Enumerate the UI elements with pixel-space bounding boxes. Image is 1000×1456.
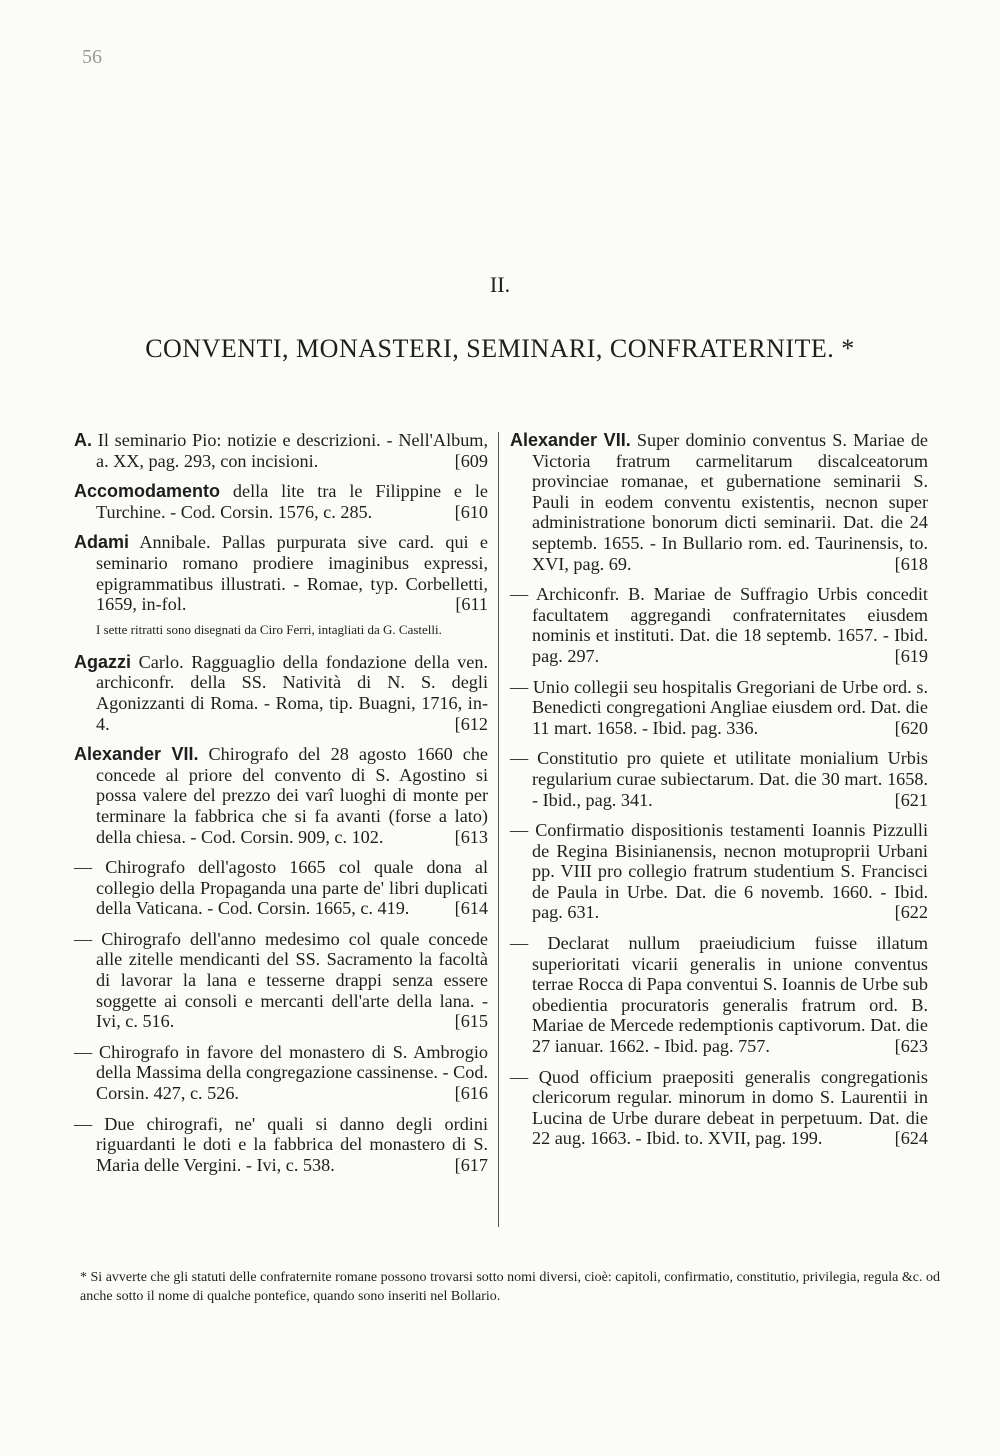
entry-heading: Alexander VII.	[510, 430, 631, 450]
entry-number: [618	[894, 553, 928, 574]
bibliography-entry	[510, 820, 928, 923]
entry-text: — Declarat nullum praeiudicium fuisse illatum superioritati vicarii generalis in unione conventus terrae Rocca di Papa conventui S. Ioannis de Urbe sub obedientia procuratoris generalis fratrum ord. B. Mariae de Mercede redemptionis captivorum. Dat. die 27 ianuar. 1662. - Ibid. pag. 757.	[510, 933, 928, 1057]
entry-heading: Accomodamento	[74, 481, 221, 502]
bibliography-entry	[74, 1042, 488, 1104]
entry-number: [612	[454, 713, 488, 734]
bibliography-entry	[510, 430, 928, 574]
entry-number: [624	[894, 1128, 928, 1149]
entry-heading: A.	[74, 430, 92, 450]
right-column	[510, 430, 928, 1159]
bibliography-entry	[510, 1067, 928, 1149]
entry-text: — Quod officium praepositi generalis congregationis clericorum regular. minorum in domo S. Laurentii in Lucina de Urbe durare debeat in perpetuum. Dat. die 22 aug. 1663. - Ibid. to. XVII, pag. 199.	[510, 1066, 928, 1149]
bibliography-entry	[74, 481, 488, 522]
section-numeral: II.	[489, 272, 511, 297]
entry-text: della lite tra le Filippine e le Turchine. - Cod. Corsin. 1576, c. 285.	[96, 481, 488, 522]
entry-text: Carlo. Ragguaglio della fondazione della ven. archiconfr. della SS. Natività di N. S. degli Agonizzanti di Roma. - Roma, tip. Buagni, 1716, in-4.	[96, 651, 488, 734]
entry-number: [615	[454, 1011, 488, 1032]
entry-heading: Adami	[74, 532, 130, 553]
entry-text: Chirografo del 28 agosto 1660 che concede al priore del convento di S. Agostino si possa valere del prezzo dei varî luoghi di monte per terminare la fabbrica che si fa avanti (forse a lato) della chiesa. - Cod. Corsin. 909, c. 102.	[96, 744, 488, 847]
bibliography-entry	[74, 1114, 488, 1176]
entry-number: [623	[894, 1036, 928, 1057]
page-number: 56	[82, 46, 102, 68]
entry-text: — Unio collegii seu hospitalis Gregoriani de Urbe ord. s. Benedicti congregationi Angliae eiusdem ord. Dat. die 11 mart. 1658. - Ibid. pag. 336.	[510, 676, 928, 738]
entry-number: [619	[894, 645, 928, 666]
entry-number: [613	[454, 826, 488, 847]
bibliography-entry	[74, 744, 488, 847]
entry-text: — Due chirografi, ne' quali si danno degli ordini riguardanti le doti e la fabbrica del monastero di S. Maria delle Vergini. - Ivi, c. 538.	[74, 1113, 488, 1175]
entry-number: [622	[894, 902, 928, 923]
bibliography-entry	[74, 532, 488, 614]
entry-text: Il seminario Pio: notizie e descrizioni. - Nell'Album, a. XX, pag. 293, con incisioni.	[92, 430, 488, 471]
column-divider	[498, 432, 499, 1227]
entry-number: [610	[454, 501, 488, 522]
footnote: * Si avverte che gli statuti delle confraternite romane possono trovarsi sotto nomi diversi, cioè: capitoli, confirmatio, constitutio, privilegia, regula &c. od anche sotto il nome di qualche pontefice, quando sono inseriti nel Bollario.	[80, 1270, 940, 1304]
entry-text: Annibale. Pallas purpurata sive card. qui e seminario romano prodiere imaginibus expressi, epigrammatibus illustrati. - Romae, typ. Corbelletti, 1659, in-fol.	[96, 532, 488, 615]
entry-number: [616	[454, 1083, 488, 1104]
entry-note: I sette ritratti sono disegnati da Ciro Ferri, intagliati da G. Castelli.	[96, 621, 442, 637]
left-column	[74, 430, 488, 1185]
bibliography-entry	[510, 933, 928, 1057]
bibliography-entry	[74, 430, 488, 471]
bibliography-entry	[510, 748, 928, 810]
entry-number: [617	[454, 1154, 488, 1175]
entry-heading: Alexander VII.	[74, 744, 199, 765]
entry-text: — Chirografo dell'anno medesimo col quale concede alle zitelle mendicanti del SS. Sacramento la facoltà di lavorar la lana e tesserne drappi senza essere soggette ai consoli e mercanti dell'arte della lana. - Ivi, c. 516.	[74, 928, 488, 1032]
entry-text: — Confirmatio dispositionis testamenti Ioannis Pizzulli de Regina Bisinianensis, necnon motuproprii Urbani pp. VIII pro collegio fratrum studentium S. Francisci de Paula in Urbe. Dat. die 6 novemb. 1660. - Ibid. pag. 631.	[510, 820, 928, 923]
bibliography-entry	[74, 929, 488, 1032]
bibliography-entry	[510, 677, 928, 739]
entry-number: [620	[894, 717, 928, 738]
entry-number: [609	[454, 450, 488, 471]
entry-text: — Archiconfr. B. Mariae de Suffragio Urbis concedit facultatem aggregandi confraternitates eiusdem nominis et instituti. Dat. die 18 septemb. 1657. - Ibid. pag. 297.	[510, 584, 928, 666]
bibliography-entry	[74, 652, 488, 734]
entry-heading: Agazzi	[74, 651, 132, 672]
bibliography-entry	[510, 584, 928, 666]
entry-number: [621	[894, 789, 928, 810]
entry-number: [614	[454, 898, 488, 919]
section-title: CONVENTI, MONASTERI, SEMINARI, CONFRATERNITE. *	[145, 334, 855, 363]
bibliography-entry	[74, 857, 488, 919]
entry-text: — Chirografo dell'agosto 1665 col quale dona al collegio della Propaganda una parte de' libri duplicati della Vaticana. - Cod. Corsin. 1665, c. 419.	[74, 857, 488, 919]
entry-number: [611	[455, 594, 488, 615]
entry-text: Super dominio conventus S. Mariae de Victoria fratrum carmelitarum discalceatorum provinciae romanae, et gubernatione seminarii S. Pauli in eodem conventu existentis, necnon super administratione bonorum dicti seminarii. Dat. die 24 septemb. 1655. - In Bullario rom. ed. Taurinensis, to. XVI, pag. 69.	[532, 430, 928, 574]
entry-text: — Constitutio pro quiete et utilitate monialium Urbis regularium curae subiectarum. Dat. die 30 mart. 1658. - Ibid., pag. 341.	[510, 748, 928, 810]
entry-text: — Chirografo in favore del monastero di S. Ambrogio della Massima della congregazione cassinense. - Cod. Corsin. 427, c. 526.	[74, 1041, 488, 1104]
